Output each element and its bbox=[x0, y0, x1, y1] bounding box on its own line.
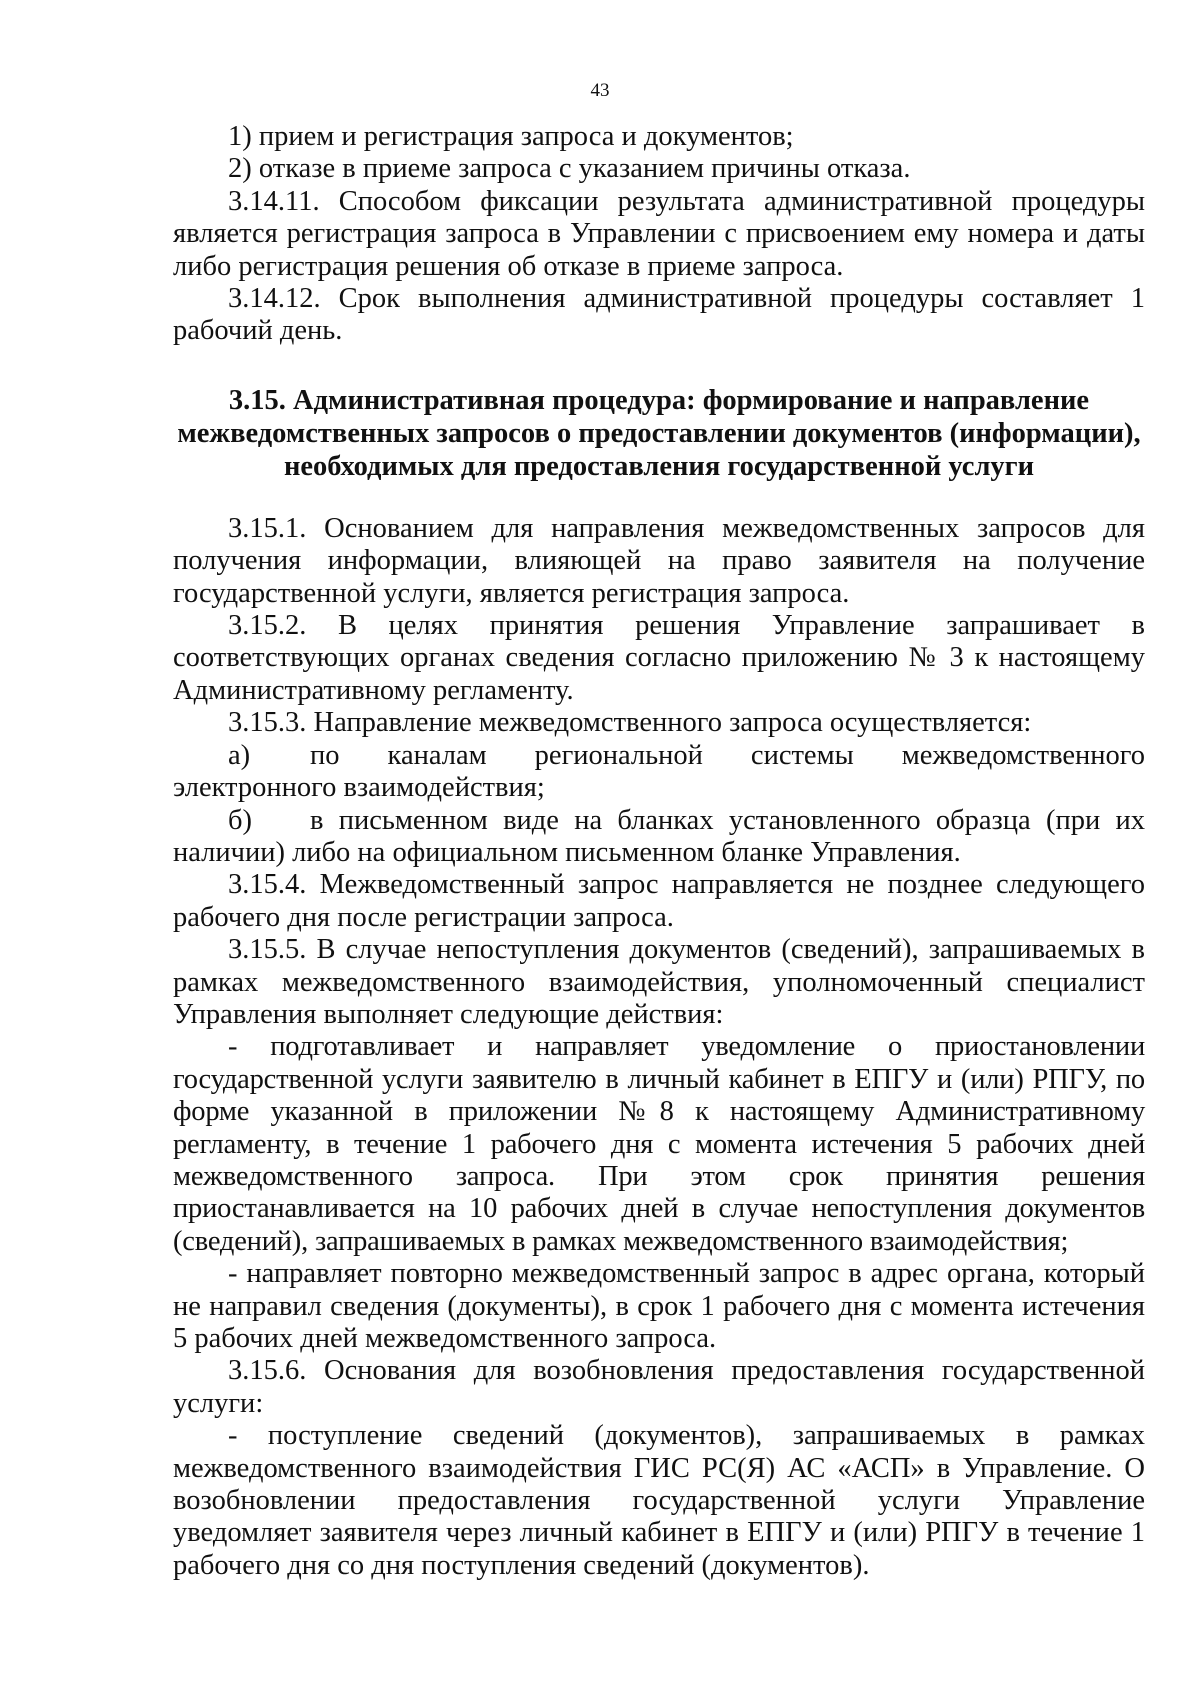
paragraph-dash-resume: - поступление сведений (документов), запрашиваемых в рамках межведомственного взаимодействия ГИС РС(Я) АС «АСП» в Управление. О возобновлении предоставления государственной услуги Управление уведомляет заявителя через личный кабинет в ЕПГУ и (или) РПГУ в течение 1 рабочего дня со дня поступления сведений (документов). bbox=[173, 1420, 1145, 1581]
paragraph-3-15-4: 3.15.4. Межведомственный запрос направляется не позднее следующего рабочего дня после регистрации запроса. bbox=[173, 869, 1145, 933]
section-heading-line-3: необходимых для предоставления государственной услуги bbox=[283, 450, 1035, 482]
section-heading bbox=[173, 384, 1145, 483]
paragraph-dash-suspend: - подготавливает и направляет уведомление о приостановлении государственной услуги заявителю в личный кабинет в ЕПГУ и (или) РПГУ, по форме указанной в приложении №8 к настоящему Административному регламенту, в течение 1 рабочего дня с момента истечения 5 рабочих дней межведомственного запроса. При этом срок принятия решения приостанавливается на 10 рабочих дней в случае непоступления документов (сведений), запрашиваемых в рамках межведомственного взаимодействия; bbox=[173, 1031, 1145, 1257]
paragraph-3-15-2: 3.15.2. В целях принятия решения Управление запрашивает в соответствующих органах сведения согласно приложению № 3 к настоящему Административному регламенту. bbox=[173, 610, 1145, 706]
list-text-a: по каналам региональной системы межведомственного электронного взаимодействия; bbox=[173, 739, 1145, 804]
paragraph-3-15-6: 3.15.6. Основания для возобновления предоставления государственной услуги: bbox=[173, 1355, 1145, 1419]
paragraph-3-14-11: 3.14.11. Способом фиксации результата административной процедуры является регистрация запроса в Управлении с присвоением ему номера и даты либо регистрация решения об отказе в приеме запроса. bbox=[173, 185, 1145, 282]
list-marker-b: б) bbox=[228, 804, 252, 836]
paragraph-3-15-5: 3.15.5. В случае непоступления документов (сведений), запрашиваемых в рамках межведомственного взаимодействия, уполномоченный специалист Управления выполняет следующие действия: bbox=[173, 934, 1145, 1030]
list-item-a bbox=[173, 740, 1145, 805]
paragraph-3-14-12: 3.14.12. Срок выполнения административной процедуры составляет 1 рабочий день. bbox=[173, 283, 1145, 347]
paragraph-3-15-1: 3.15.1. Основанием для направления межведомственных запросов для получения информации, влияющей на право заявителя на получение государственной услуги, является регистрация запроса. bbox=[173, 512, 1145, 609]
section-heading-line-2: межведомственных запросов о предоставлении документов (информации), bbox=[177, 417, 1141, 449]
list-item-b bbox=[173, 805, 1145, 870]
paragraph-item-1: 1) прием и регистрация запроса и документов; bbox=[228, 121, 794, 152]
document-body bbox=[173, 121, 1145, 1582]
list-text-b: в письменном виде на бланках установленного образца (при их наличии) либо на официальном письменном бланке Управления. bbox=[173, 804, 1145, 868]
paragraph-3-15-3: 3.15.3. Направление межведомственного запроса осуществляется: bbox=[228, 707, 1032, 739]
section-heading-line-1: 3.15. Административная процедура: формирование и направление bbox=[228, 384, 1090, 416]
page-number: 43 bbox=[590, 80, 610, 101]
paragraph-item-2: 2) отказе в приеме запроса с указанием причины отказа. bbox=[228, 153, 911, 185]
list-marker-a: а) bbox=[228, 739, 251, 771]
paragraph-dash-repeat: - направляет повторно межведомственный запрос в адрес органа, который не направил сведения (документы), в срок 1 рабочего дня с момента истечения 5 рабочих дней межведомственного запроса. bbox=[173, 1258, 1145, 1354]
